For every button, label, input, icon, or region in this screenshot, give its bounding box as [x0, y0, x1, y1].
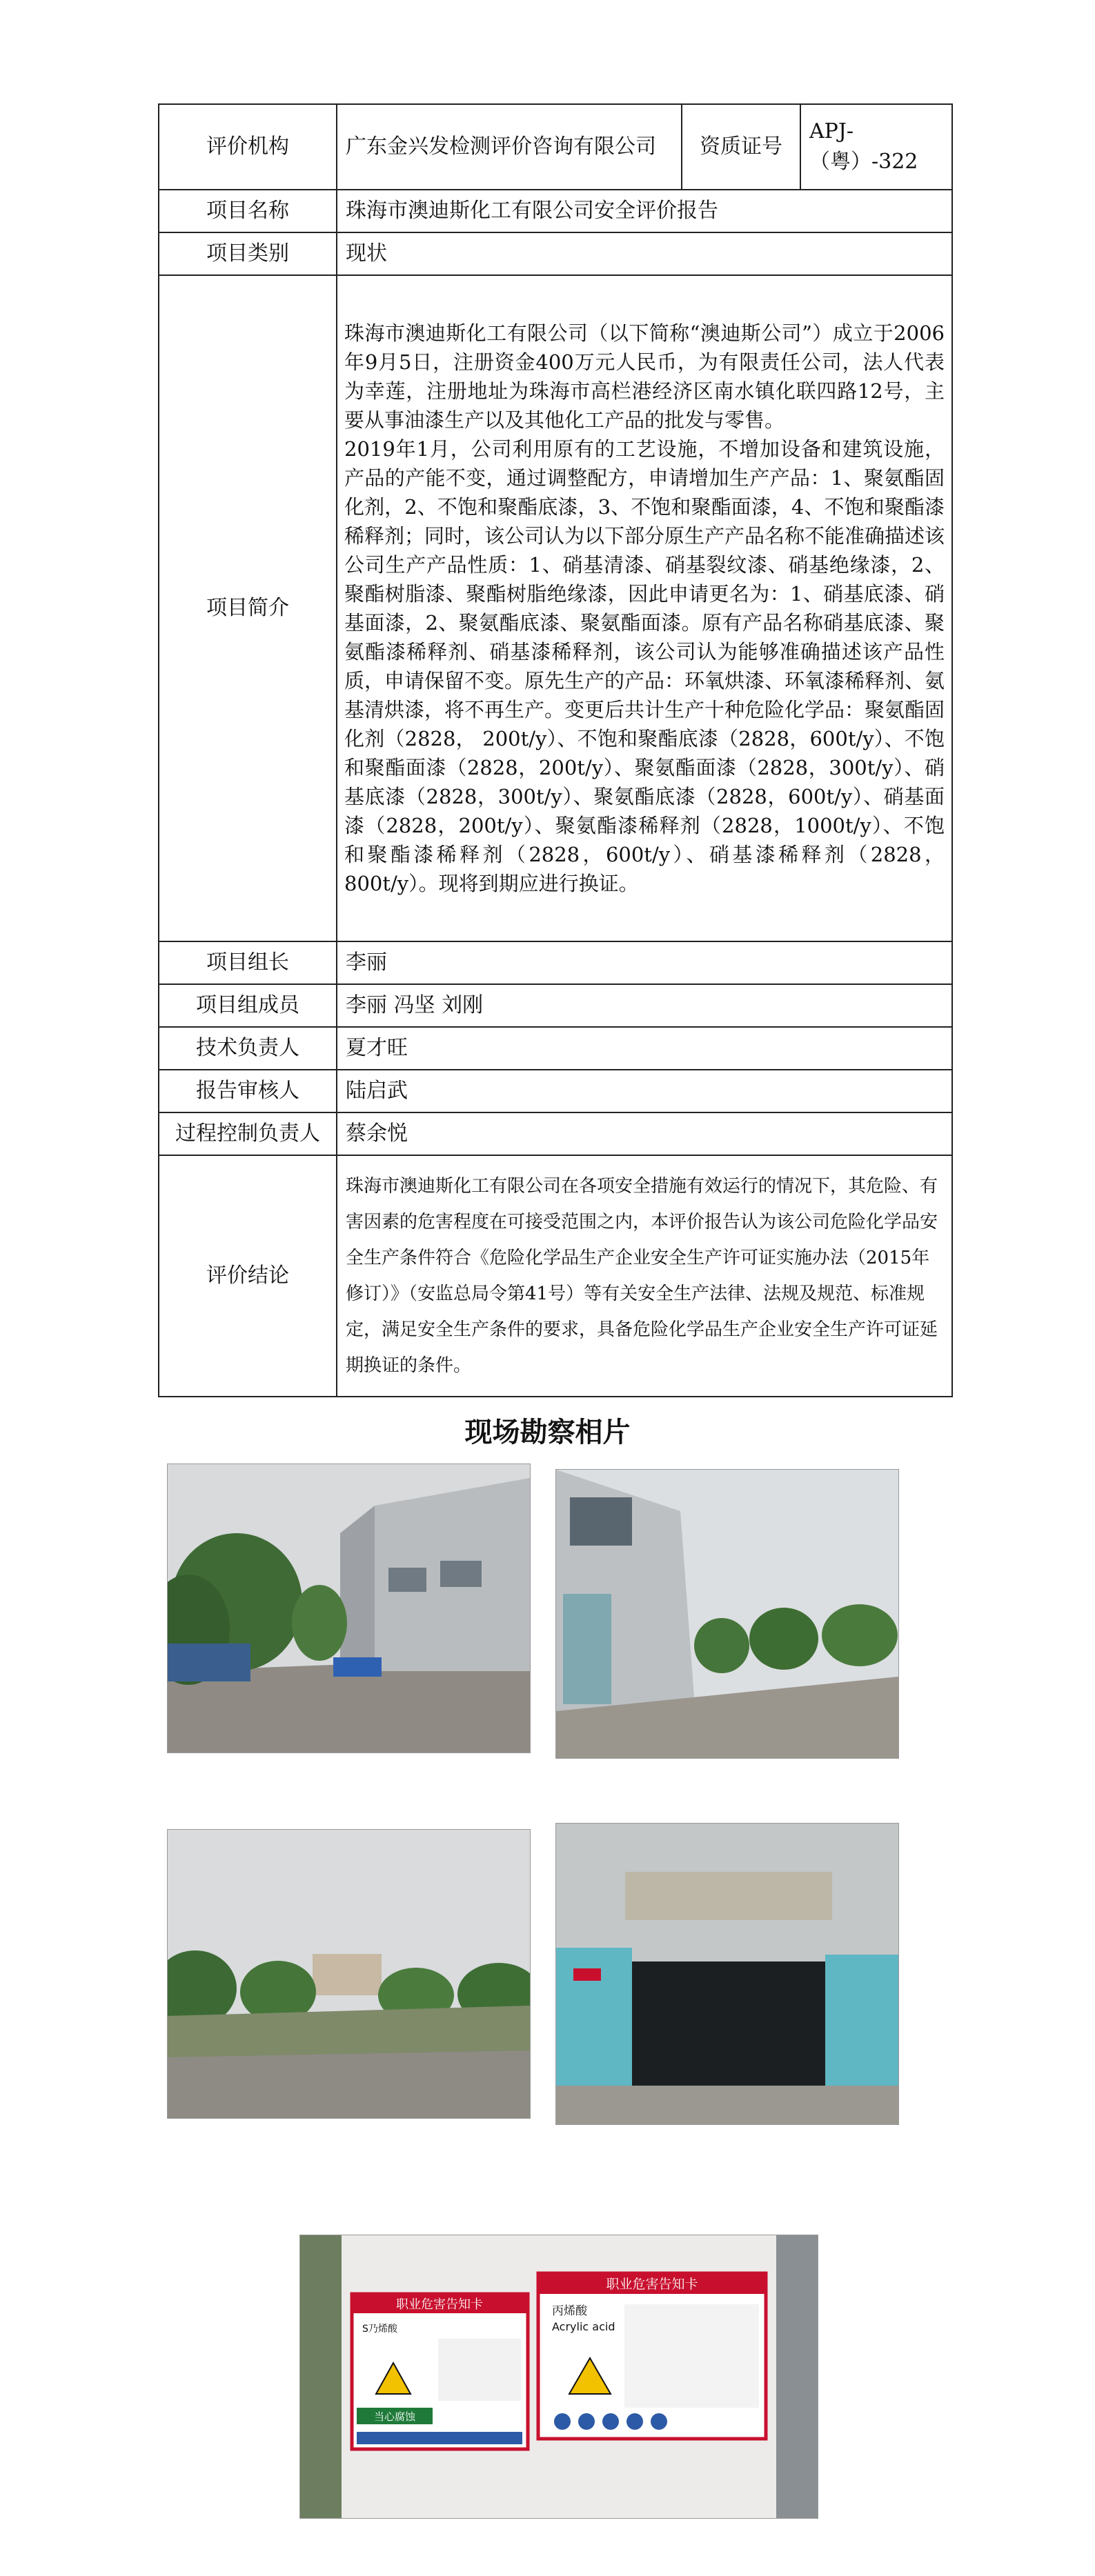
- leader-label: 项目组长: [159, 941, 337, 984]
- org-label: 评价机构: [159, 104, 337, 190]
- process-value: 蔡余悦: [337, 1112, 952, 1155]
- intro-label: 项目简介: [159, 275, 337, 941]
- sign-right-card-title: 职业危害告知卡: [606, 2277, 698, 2292]
- type-value: 现状: [337, 232, 952, 275]
- tech-label: 技术负责人: [159, 1027, 337, 1070]
- tech-value: 夏才旺: [337, 1027, 952, 1070]
- site-photo-building: [555, 1469, 899, 1759]
- hazard-card-right: [538, 2273, 766, 2439]
- site-photo-warehouse: [555, 1823, 899, 2125]
- site-photo-hazard-cards: [299, 2235, 818, 2519]
- process-label: 过程控制负责人: [159, 1112, 337, 1155]
- cert-value: APJ-（粤）-322: [800, 104, 952, 190]
- sign-left-caution: 当心腐蚀: [373, 2410, 416, 2423]
- conclusion-label: 评价结论: [159, 1155, 337, 1397]
- review-label: 报告审核人: [159, 1070, 337, 1112]
- leader-value: 李丽: [337, 941, 952, 984]
- name-label: 项目名称: [159, 190, 337, 232]
- name-value: 珠海市澳迪斯化工有限公司安全评价报告: [337, 190, 952, 232]
- hazard-card-left: [352, 2294, 528, 2449]
- sign-right-chemical-en: Acrylic acid: [552, 2320, 615, 2333]
- photos-title: 现场勘察相片: [464, 1416, 631, 1448]
- members-value: 李丽 冯坚 刘刚: [337, 984, 952, 1027]
- intro-paragraph-1: 珠海市澳迪斯化工有限公司（以下简称“澳迪斯公司”）成立于2006年9月5日，注册资金400万元人民币，为有限责任公司，法人代表为幸莲，注册地址为珠海市高栏港经济区南水镇化联四路12号，主要从事油漆生产以及其他化工产品的批发与零售。: [344, 321, 945, 432]
- intro-paragraph-2: 2019年1月，公司利用原有的工艺设施，不增加设备和建筑设施，产品的产能不变，通过调整配方，申请增加生产产品：1、聚氨酯固化剂，2、不饱和聚酯底漆，3、不饱和聚酯面漆，4、不饱和聚酯漆稀释剂；同时，该公司认为以下部分原生产产品名称不能准确描述该公司生产产品性质：1、硝基清漆、硝基裂纹漆、硝基绝缘漆，2、聚酯树脂漆、聚酯树脂绝缘漆，因此申请更名为：1、硝基底漆、硝基面漆，2、聚氨酯底漆、聚氨酯面漆。原有产品名称硝基底漆、聚氨酯漆稀释剂、硝基漆稀释剂，该公司认为能够准确描述该产品性质，申请保留不变。原先生产的产品：环氧烘漆、环氧漆稀释剂、氨基清烘漆，将不再生产。变更后共计生产十种危险化学品：聚氨酯固化剂（2828， 200t/y）、不饱和聚酯底漆（2828，600t/y）、不饱和聚酯面漆（2828，200t/y）、聚氨酯面漆（2828，300t/y）、硝基底漆（2828，300t/y）、聚氨酯底漆（2828，600t/y）、硝基面漆（2828，200t/y）、聚氨酯漆稀释剂（2828，1000t/y）、不饱和聚酯漆稀释剂（2828，600t/y）、硝基漆稀释剂（2828，800t/y）。现将到期应进行换证。: [344, 437, 945, 895]
- members-label: 项目组成员: [159, 984, 337, 1027]
- type-label: 项目类别: [159, 232, 337, 275]
- sign-right-chemical-name: 丙烯酸: [552, 2304, 587, 2318]
- sign-left-chemical-name: S乃烯酸: [362, 2324, 397, 2335]
- sign-left-card-title: 职业危害告知卡: [396, 2297, 483, 2312]
- site-photo-yard: [167, 1829, 531, 2119]
- site-photo-road: [167, 1464, 531, 1753]
- project-info-table: [158, 103, 953, 1397]
- review-value: 陆启武: [337, 1070, 952, 1112]
- intro-value: [337, 275, 952, 941]
- org-value: 广东金兴发检测评价咨询有限公司: [337, 104, 682, 190]
- conclusion-value: 珠海市澳迪斯化工有限公司在各项安全措施有效运行的情况下，其危险、有害因素的危害程度在可接受范围之内，本评价报告认为该公司危险化学品安全生产条件符合《危险化学品生产企业安全生产许可证实施办法（2015年修订）》（安监总局令第41号）等有关安全生产法律、法规及规范、标准规定，满足安全生产条件的要求，具备危险化学品生产企业安全生产许可证延期换证的条件。: [337, 1155, 952, 1397]
- cert-label: 资质证号: [682, 104, 800, 190]
